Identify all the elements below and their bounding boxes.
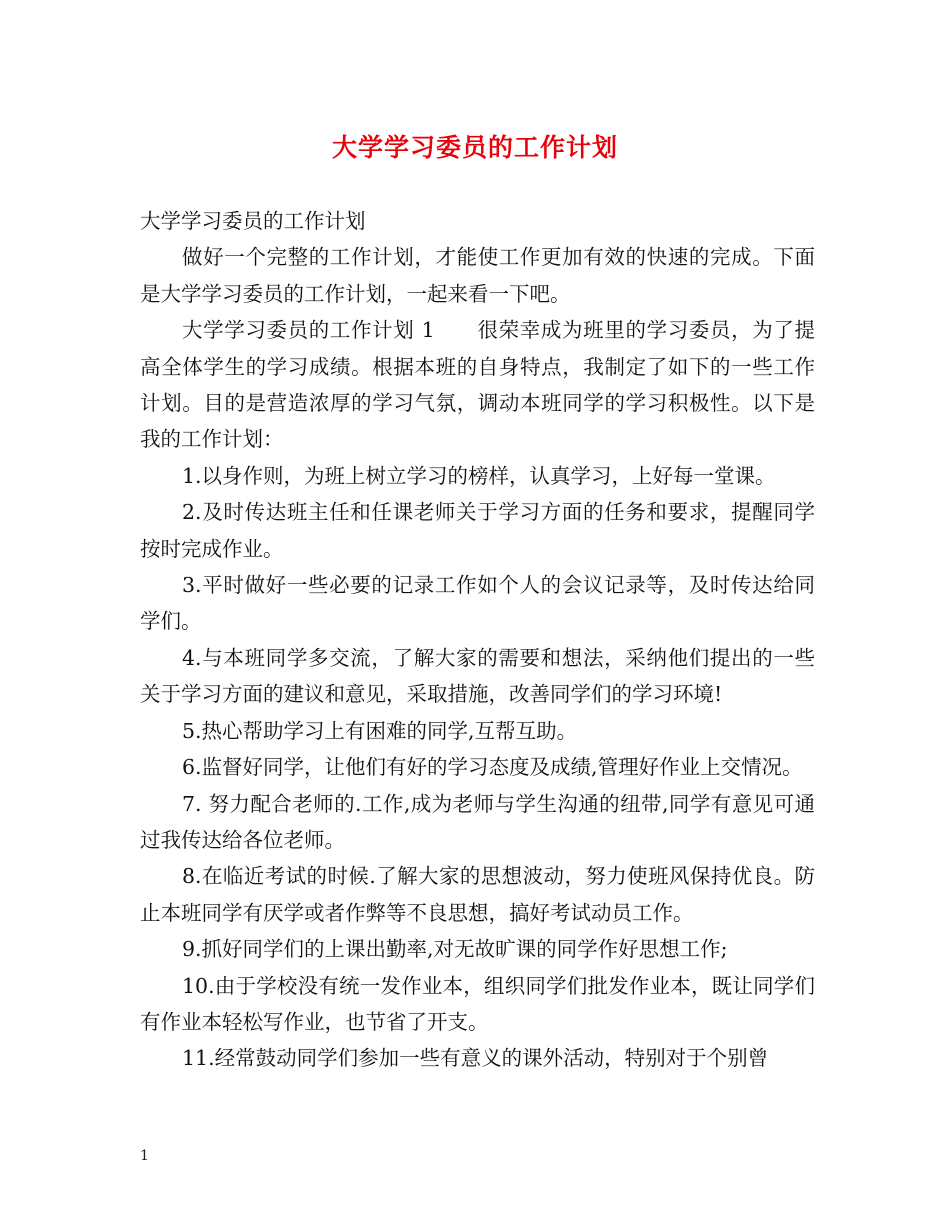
paragraph: 大学学习委员的工作计划 1 很荣幸成为班里的学习委员，为了提高全体学生的学习成绩。根据本班的自身特点，我制定了如下的一些工作计划。目的是营造浓厚的学习气氛，调动本班同学的学习积极性。以下是我的工作计划： <box>140 318 815 452</box>
list-item: 7. 努力配合老师的.工作,成为老师与学生沟通的纽带,同学有意见可通过我传达给各位老师。 <box>140 791 815 852</box>
list-item: 10.由于学校没有统一发作业本，组织同学们批发作业本，既让同学们有作业本轻松写作业，也节省了开支。 <box>140 973 815 1034</box>
paragraph: 大学学习委员的工作计划 <box>140 209 366 233</box>
list-item: 2.及时传达班主任和任课老师关于学习方面的任务和要求，提醒同学按时完成作业。 <box>140 500 815 561</box>
list-item: 5.热心帮助学习上有困难的同学,互帮互助。 <box>182 718 578 743</box>
list-item: 1.以身作则，为班上树立学习的榜样，认真学习，上好每一堂课。 <box>182 463 776 488</box>
page-number: 1 <box>140 1148 149 1164</box>
list-item: 6.监督好同学，让他们有好的学习态度及成绩,管理好作业上交情况。 <box>182 755 803 780</box>
list-item: 3.平时做好一些必要的记录工作如个人的会议记录等，及时传达给同学们。 <box>140 573 815 634</box>
list-item: 8.在临近考试的时候.了解大家的思想波动，努力使班风保持优良。防止本班同学有厌学或者作弊等不良思想，搞好考试动员工作。 <box>140 864 815 925</box>
list-item: 4.与本班同学多交流，了解大家的需要和想法，采纳他们提出的一些关于学习方面的建议和意见，采取措施，改善同学们的学习环境! <box>140 645 815 707</box>
document-title: 大学学习委员的工作计划 <box>331 133 618 162</box>
document-body <box>140 203 815 1077</box>
paragraph: 做好一个完整的工作计划，才能使工作更加有效的快速的完成。下面是大学学习委员的工作计划，一起来看一下吧。 <box>140 245 815 306</box>
list-item: 11.经常鼓动同学们参加一些有意义的课外活动，特别对于个别曾 <box>182 1046 769 1071</box>
list-item: 9.抓好同学们的上课出勤率,对无故旷课的同学作好思想工作; <box>182 937 728 962</box>
